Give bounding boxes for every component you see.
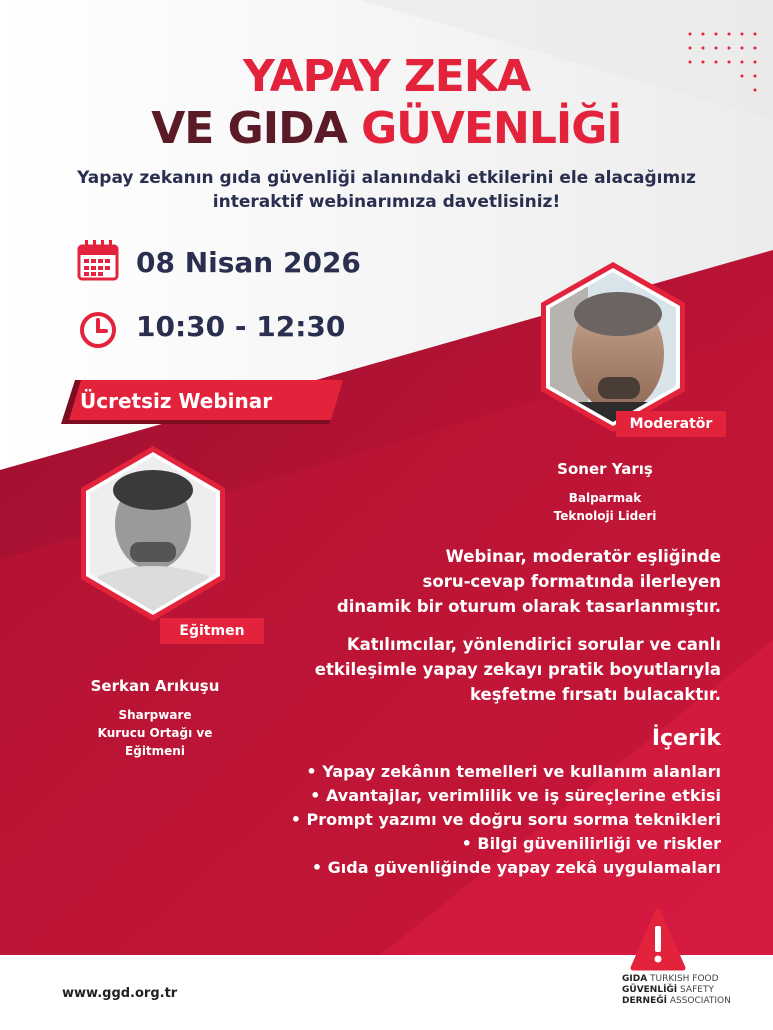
association-logo-text xyxy=(622,974,731,1007)
trainer-role xyxy=(60,706,250,760)
content-item: • Prompt yazımı ve doğru soru sorma teknikleri xyxy=(290,810,721,829)
description-paragraph-2 xyxy=(291,632,721,707)
calendar-icon xyxy=(76,238,120,282)
logo-left-3: DERNEĞİ xyxy=(622,996,667,1006)
title-text-2a: VE GIDA xyxy=(151,103,362,154)
logo-right-3: ASSOCIATION xyxy=(669,996,731,1006)
title-line-1 xyxy=(0,52,773,102)
content-item: • Yapay zekânın temelleri ve kullanım alanları xyxy=(306,762,721,781)
clock-icon xyxy=(78,310,118,350)
subtitle-line-1: Yapay zekanın gıda güvenliği alanındaki etkilerini ele alacağımız xyxy=(77,168,696,188)
title-text-1: YAPAY ZEKA xyxy=(242,51,531,102)
para1-line-1: Webinar, moderatör eşliğinde xyxy=(445,547,721,566)
logo-left-2: GÜVENLİĞİ xyxy=(622,985,678,995)
description-paragraph-1 xyxy=(291,544,721,619)
content-item: • Gıda güvenliğinde yapay zekâ uygulamaları xyxy=(311,858,721,877)
para2-line-2: etkileşimle yapay zekayı pratik boyutlarıyla xyxy=(314,660,721,679)
event-date: 08 Nisan 2026 xyxy=(136,246,361,279)
warning-triangle-logo-icon xyxy=(630,908,686,974)
title-line-2 xyxy=(0,104,773,154)
subtitle xyxy=(40,166,733,214)
logo-right-1: TURKISH FOOD xyxy=(650,974,719,984)
content-item: • Bilgi güvenilirliği ve riskler xyxy=(461,834,721,853)
trainer-role-line-2: Kurucu Ortağı ve xyxy=(97,726,213,740)
moderator-role-line-2: Teknoloji Lideri xyxy=(553,509,657,523)
moderator-tag: Moderatör xyxy=(616,411,726,437)
moderator-role-line-1: Balparmak xyxy=(568,491,642,505)
para1-line-3: dinamik bir oturum olarak tasarlanmıştır. xyxy=(336,597,721,616)
trainer-name: Serkan Arıkuşu xyxy=(90,677,220,695)
content-title: İçerik xyxy=(651,726,721,751)
para1-line-2: soru-cevap formatında ilerleyen xyxy=(422,572,721,591)
content-item: • Avantajlar, verimlilik ve iş süreçlerine etkisi xyxy=(310,786,721,805)
free-webinar-label: Ücretsiz Webinar xyxy=(80,389,273,413)
subtitle-line-2: interaktif webinarımıza davetlisiniz! xyxy=(212,192,561,212)
content-list xyxy=(201,760,721,880)
title-text-2b: GÜVENLİĞİ xyxy=(361,103,622,154)
trainer-role-line-3: Eğitmeni xyxy=(125,744,185,758)
para2-line-1: Katılımcılar, yönlendirici sorular ve canlı xyxy=(346,635,721,654)
moderator-photo xyxy=(538,262,688,432)
moderator-role xyxy=(520,489,690,525)
para2-line-3: keşfetme fırsatı bulacaktır. xyxy=(470,685,721,704)
event-time: 10:30 - 12:30 xyxy=(136,310,346,343)
logo-left-1: GIDA xyxy=(622,974,648,984)
trainer-photo xyxy=(78,446,228,621)
website-link[interactable]: www.ggd.org.tr xyxy=(62,986,178,1001)
trainer-tag: Eğitmen xyxy=(160,618,264,644)
trainer-role-line-1: Sharpware xyxy=(118,708,192,722)
logo-right-2: SAFETY xyxy=(680,985,714,995)
moderator-name: Soner Yarış xyxy=(557,460,653,478)
